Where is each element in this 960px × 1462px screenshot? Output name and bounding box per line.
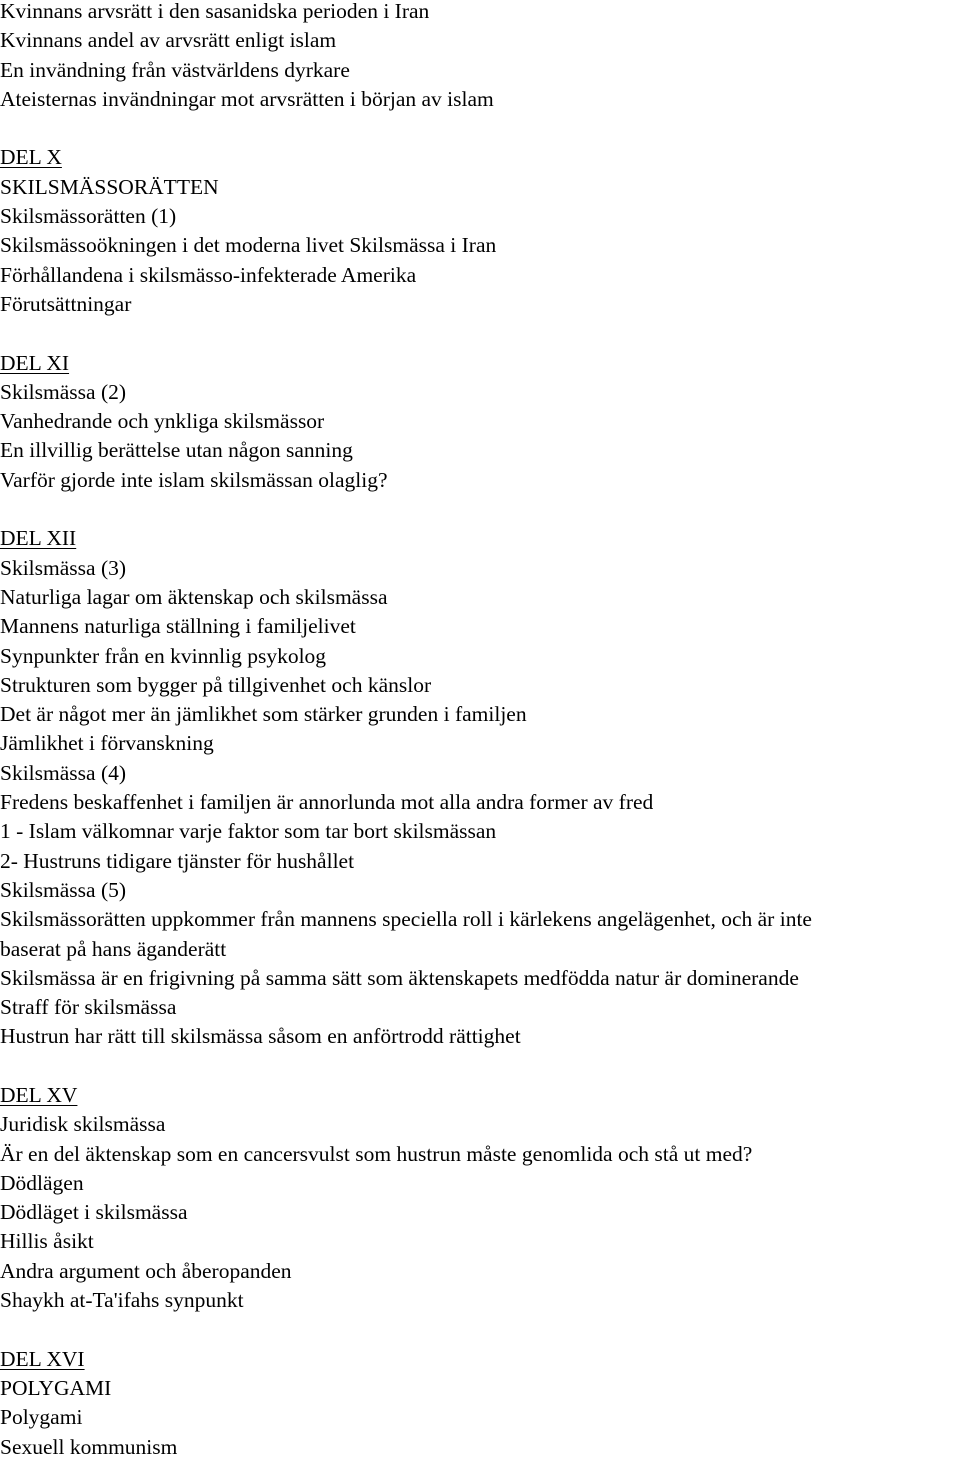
part-xii-section: [0, 524, 960, 1051]
toc-line: Skilsmässa (5): [0, 877, 127, 902]
toc-line: Straff för skilsmässa: [0, 995, 177, 1020]
toc-line: Vanhedrande och ynkliga skilsmässor: [0, 409, 325, 434]
toc-line: Kvinnans arvsrätt i den sasanidska perioden i Iran: [0, 0, 430, 23]
toc-line: 1 - Islam välkomnar varje faktor som tar bort skilsmässan: [0, 819, 497, 844]
toc-line: En illvillig berättelse utan någon sanning: [0, 438, 353, 463]
part-heading: DEL XVI: [0, 1346, 85, 1371]
toc-line: En invändning från västvärldens dyrkare: [0, 57, 350, 82]
toc-line: POLYGAMI: [0, 1375, 112, 1400]
part-xi-section: [0, 349, 960, 495]
toc-line: Dödlägen: [0, 1170, 84, 1195]
part-xvi-section: [0, 1345, 960, 1462]
part-heading: DEL XII: [0, 526, 77, 551]
section-spacer: [0, 1315, 960, 1344]
intro-section: [0, 0, 960, 114]
part-xv-section: [0, 1081, 960, 1315]
toc-line: Skilsmässa (4): [0, 760, 127, 785]
toc-line: Hillis åsikt: [0, 1229, 94, 1254]
toc-line: Dödläget i skilsmässa: [0, 1200, 188, 1225]
section-spacer: [0, 1052, 960, 1081]
toc-line: Skilsmässorätten uppkommer från mannens speciella roll i kärlekens angelägenhet, och är inte: [0, 907, 812, 932]
toc-line: Jämlikhet i förvanskning: [0, 731, 214, 756]
part-x-section: [0, 143, 960, 319]
toc-line: Förhållandena i skilsmässo-infekterade Amerika: [0, 262, 417, 287]
toc-line: Sexuell kommunism: [0, 1434, 178, 1459]
section-spacer: [0, 114, 960, 143]
toc-line: Skilsmässa är en frigivning på samma sätt som äktenskapets medfödda natur är dominerande: [0, 965, 799, 990]
toc-line: Polygami: [0, 1405, 83, 1430]
toc-line: Skilsmässa (2): [0, 379, 127, 404]
toc-line: Shaykh at-Ta'ifahs synpunkt: [0, 1288, 244, 1313]
toc-line: Fredens beskaffenhet i familjen är annorlunda mot alla andra former av fred: [0, 790, 654, 815]
toc-line: Juridisk skilsmässa: [0, 1112, 166, 1137]
toc-line: Andra argument och åberopanden: [0, 1258, 292, 1283]
toc-line: 2- Hustruns tidigare tjänster för hushållet: [0, 848, 355, 873]
part-heading: DEL X: [0, 145, 62, 170]
toc-line: Skilsmässa (3): [0, 555, 127, 580]
toc-line: baserat på hans äganderätt: [0, 936, 227, 961]
section-spacer: [0, 319, 960, 348]
toc-line: Skilsmässorätten (1): [0, 204, 177, 229]
toc-line: SKILSMÄSSORÄTTEN: [0, 174, 219, 199]
toc-line: Strukturen som bygger på tillgivenhet och känslor: [0, 672, 432, 697]
toc-line: Kvinnans andel av arvsrätt enligt islam: [0, 28, 337, 53]
toc-line: Ateisternas invändningar mot arvsrätten i början av islam: [0, 86, 494, 111]
section-spacer: [0, 495, 960, 524]
toc-line: Synpunkter från en kvinnlig psykolog: [0, 643, 327, 668]
part-heading: DEL XV: [0, 1082, 78, 1107]
toc-line: Naturliga lagar om äktenskap och skilsmässa: [0, 584, 388, 609]
toc-line: Mannens naturliga ställning i familjelivet: [0, 614, 356, 639]
toc-line: Är en del äktenskap som en cancersvulst som hustrun måste genomlida och stå ut med?: [0, 1141, 753, 1166]
toc-line: Skilsmässoökningen i det moderna livet Skilsmässa i Iran: [0, 233, 497, 258]
toc-line: Förutsättningar: [0, 291, 132, 316]
toc-line: Det är något mer än jämlikhet som stärker grunden i familjen: [0, 702, 527, 727]
toc-line: Varför gjorde inte islam skilsmässan olaglig?: [0, 467, 388, 492]
toc-line: Hustrun har rätt till skilsmässa såsom en anförtrodd rättighet: [0, 1024, 521, 1049]
part-heading: DEL XI: [0, 350, 70, 375]
